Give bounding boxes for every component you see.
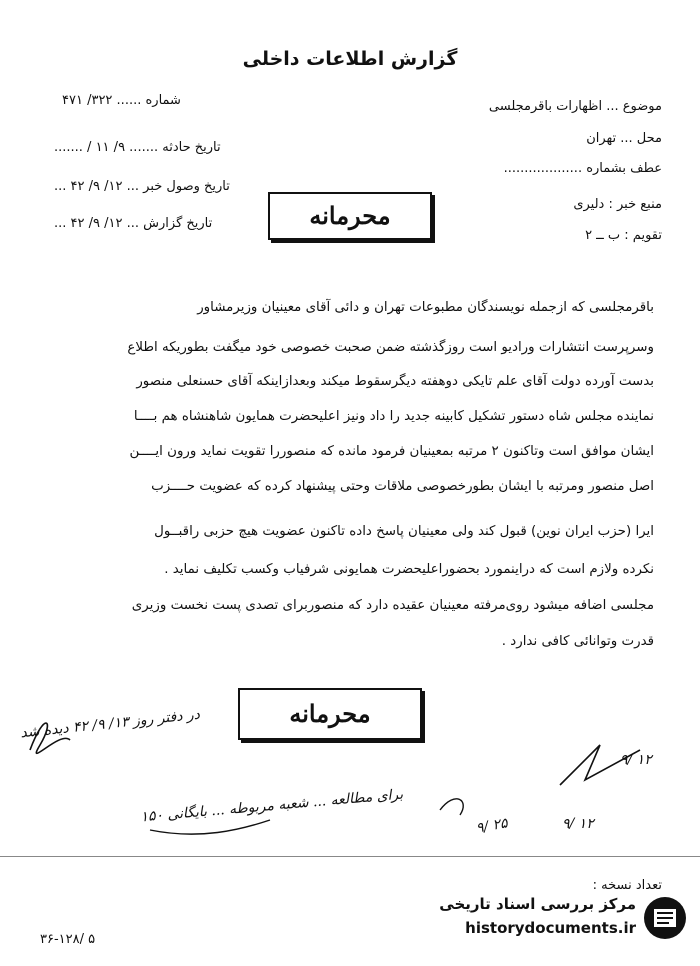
footer-divider (0, 856, 700, 857)
body-line: مجلسی اضافه میشود روی‌مرفته معینیان عقیده دارد که منصوربرای تصدی پست نخست وزیری (131, 598, 654, 613)
watermark-url: historydocuments.ir (465, 919, 636, 937)
archive-logo-icon (642, 895, 688, 941)
incident-date-line: تاریخ حادثه ....... ۹/ ۱۱ / ....... (54, 140, 221, 155)
body-line: نکرده ولازم است که دراینمورد بحضوراعلیحضرت همایونی شرفیاب وکسب تکلیف نماید . (164, 562, 654, 577)
confidential-stamp: محرمانه (268, 192, 432, 240)
confidential-stamp-2: محرمانه (238, 688, 422, 740)
body-line: نماینده مجلس شاه دستور تشکیل کابینه جدید را داد ونیز اعلیحضرت همایون شاهنشاه هم بــــا (133, 409, 654, 424)
handwriting-scribbles (0, 690, 700, 870)
report-title: گزارش اطلاعات داخلی (242, 48, 458, 70)
watermark-text: مرکز بررسی اسناد تاریخی (439, 895, 636, 913)
subject-line: موضوع ... اظهارات باقرمجلسی (488, 99, 662, 114)
receipt-date-line: تاریخ وصول خبر ... ۱۲/ ۹/ ۴۲ ... (54, 179, 230, 194)
handwritten-initials: ۹/ ۲۵ (474, 815, 509, 837)
reference-line: عطف بشماره ................... (503, 161, 662, 176)
source-line: منبع خبر : دلیری (573, 197, 662, 212)
body-line: اصل منصور ومرتبه با ایشان بطورخصوصی ملاقات وحتی پیشنهاد کرده که عضویت حــــزب (151, 479, 654, 494)
place-line: محل ... تهران (586, 131, 662, 146)
body-line: وسرپرست انتشارات ورادیو است روزگذشته ضمن صحبت خصوصی خود میگفت بطوریکه اطلاع (127, 340, 654, 355)
doc-code: ۳۶-۱۲۸/ ۵ (40, 932, 96, 947)
watermark-logo (408, 895, 688, 941)
handwritten-note-left: در دفتر روز ۱۳/ ۹/ ۴۲ دیده شد (19, 706, 201, 742)
number-line: شماره ...... ۳۲۲/ ۴۷۱ (62, 93, 181, 108)
body-line: باقرمجلسی که ازجمله نویسندگان مطبوعات تهران و دائی آقای معینیان وزیرمشاور (197, 300, 654, 315)
handwritten-date-2: ۹/ ۱۲ (562, 816, 594, 832)
body-line: ایرا (حزب ایران نوین) قبول کند ولی معینیان پاسخ داده تاکنون عضویت هیچ حزبی راقبــول (154, 524, 654, 539)
handwritten-note-mid: برای مطالعه ... شعبه مربوطه ... بایگانی ۱۵۰ (139, 786, 404, 826)
body-line: قدرت وتوانائی کافی ندارد . (501, 634, 654, 649)
body-line: ایشان موافق است وتاکنون ۲ مرتبه بمعینیان فرمود مانده که منصوررا تقویت نماید ورون ایــــن (129, 444, 654, 459)
copies-line: تعداد نسخه : (592, 878, 662, 893)
body-line: بدست آورده دولت آقای علم تایکی دوهفته دیگرسقوط میکند وبعدازاینکه آقای حسنعلی منصور (136, 374, 654, 389)
report-date-line: تاریخ گزارش ... ۱۲/ ۹/ ۴۲ ... (54, 216, 213, 231)
evaluation-line: تقویم : ب ــ ۲ (585, 228, 662, 243)
handwritten-date-1: ۹/ ۱۲ (620, 752, 652, 768)
